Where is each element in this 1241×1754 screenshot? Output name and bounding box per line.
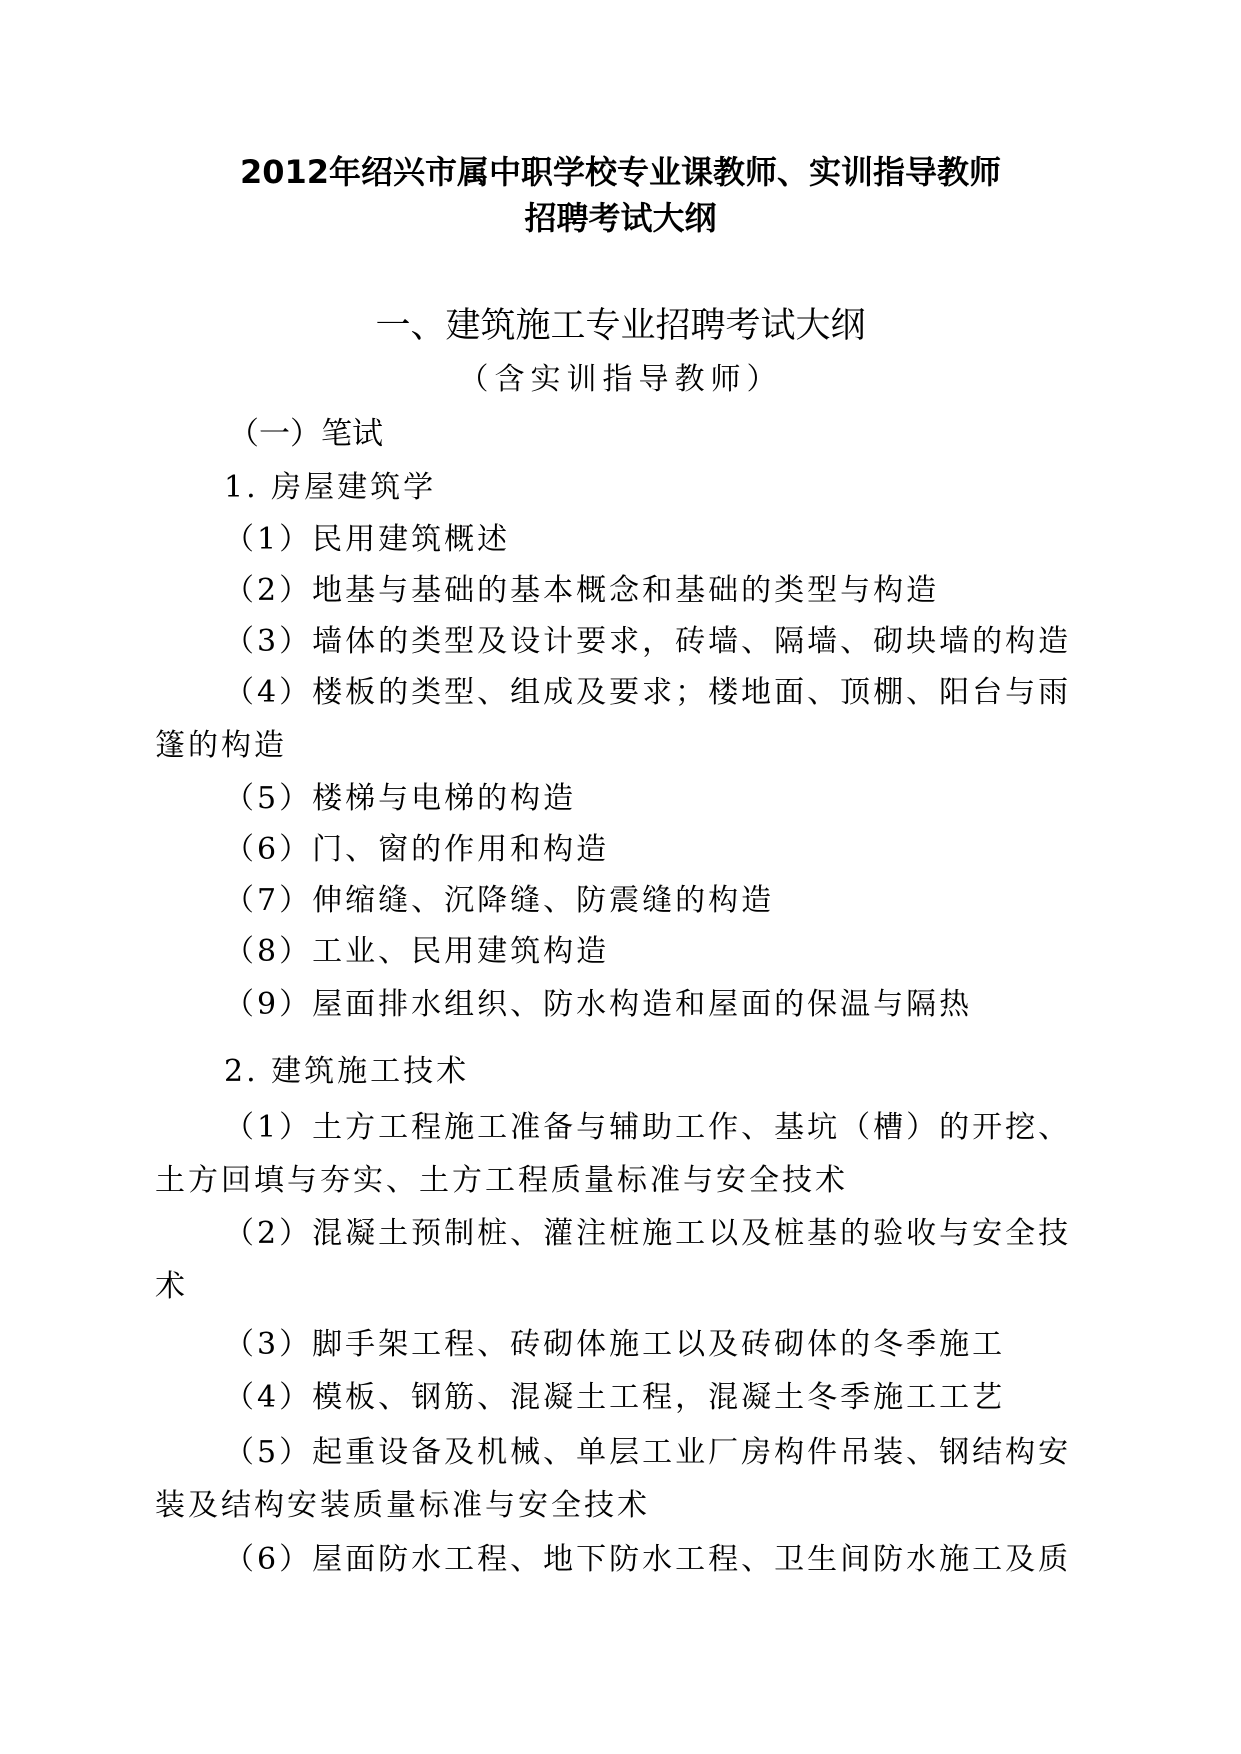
section-subtitle: （含实训指导教师） — [458, 362, 783, 397]
outline-item: （4）楼板的类型、组成及要求；楼地面、顶棚、阳台与雨 — [224, 675, 1072, 710]
outline-item: （3）墙体的类型及设计要求，砖墙、隔墙、砌块墙的构造 — [224, 624, 1072, 659]
subject-heading: 2. 建筑施工技术 — [224, 1054, 470, 1089]
document-title-line1: 2012年绍兴市属中职学校专业课教师、实训指导教师 — [239, 153, 1002, 191]
outline-item: （8）工业、民用建筑构造 — [224, 934, 610, 969]
outline-item-continuation: 土方回填与夯实、土方工程质量标准与安全技术 — [155, 1163, 848, 1198]
outline-item: （9）屋面排水组织、防水构造和屋面的保温与隔热 — [224, 987, 973, 1022]
part-heading: （一）笔试 — [228, 416, 383, 452]
outline-item: （2）混凝土预制桩、灌注桩施工以及桩基的验收与安全技 — [224, 1216, 1072, 1251]
document-title-line2: 招聘考试大纲 — [524, 199, 717, 237]
outline-item: （6）屋面防水工程、地下防水工程、卫生间防水施工及质 — [224, 1542, 1072, 1577]
outline-item: （1）民用建筑概述 — [224, 522, 511, 557]
outline-item-continuation: 篷的构造 — [155, 728, 287, 763]
outline-item: （7）伸缩缝、沉降缝、防震缝的构造 — [224, 883, 775, 918]
outline-item: （1）土方工程施工准备与辅助工作、基坑（槽）的开挖、 — [224, 1110, 1072, 1145]
outline-item: （3）脚手架工程、砖砌体施工以及砖砌体的冬季施工 — [224, 1327, 1006, 1362]
outline-item: （5）楼梯与电梯的构造 — [224, 781, 577, 816]
outline-item: （2）地基与基础的基本概念和基础的类型与构造 — [224, 573, 940, 608]
subject-heading: 1. 房屋建筑学 — [224, 470, 437, 505]
section-title: 一、建筑施工专业招聘考试大纲 — [375, 306, 866, 346]
outline-item: （6）门、窗的作用和构造 — [224, 832, 610, 867]
outline-item-continuation: 装及结构安装质量标准与安全技术 — [155, 1488, 650, 1523]
outline-item: （4）模板、钢筋、混凝土工程，混凝土冬季施工工艺 — [224, 1380, 1006, 1415]
outline-item: （5）起重设备及机械、单层工业厂房构件吊装、钢结构安 — [224, 1435, 1072, 1470]
outline-item-continuation: 术 — [155, 1269, 188, 1304]
